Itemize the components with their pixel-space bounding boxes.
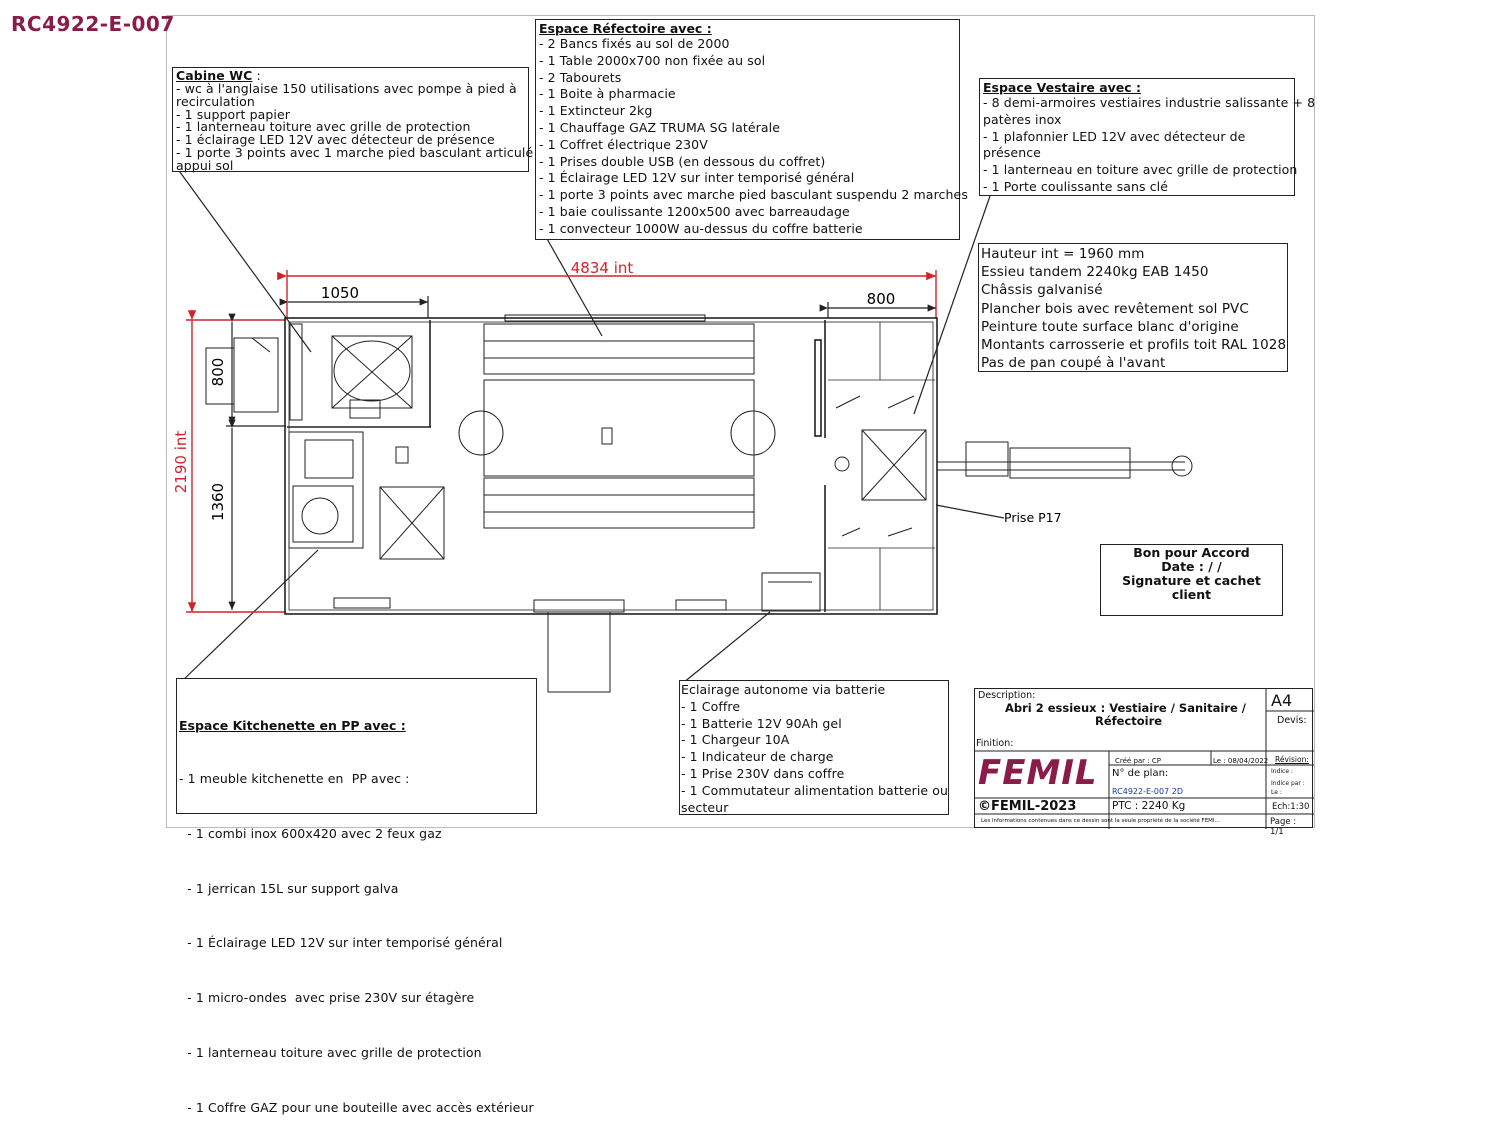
refectoire-spec-item: - 1 Coffret électrique 230V [539,136,708,152]
eclairage-spec-item: Eclairage autonome via batterie [681,682,886,697]
le-label: Le : [1271,789,1282,796]
refectoire-spec-item: - 1 Prises double USB (en dessous du coffret) [539,153,826,169]
revision-label: Révision: [1275,755,1309,764]
refectoire-spec-item: - 1 convecteur 1000W au-dessus du coffre batterie [539,220,863,236]
kitchenette-spec-item: - 1 meuble kitchenette en PP avec : [179,771,410,786]
dimension-wc-width: 800 [209,357,227,387]
wc-spec-title-suffix: : [252,68,261,83]
kitchenette-spec-item: - 1 Coffre GAZ pour une bouteille avec accès extérieur [179,1099,534,1115]
wc-spec-item: - 1 support papier [176,106,291,122]
general-spec-item: Plancher bois avec revêtement sol PVC [981,300,1249,317]
general-spec-item: Pas de pan coupé à l'avant [981,355,1166,372]
dimension-kitchen-width: 1360 [209,482,227,522]
approval-title: Bon pour Accord [1133,545,1250,560]
vestiaire-spec-item: - 8 demi-armoires vestiaires industrie salissante + 8 [983,95,1316,110]
eclairage-spec-item: - 1 Commutateur alimentation batterie ou [681,782,949,798]
disclaimer: Les informations contenues dans ce dessin sont la seule propriété de la société FEMI... [981,818,1220,824]
format-label: A4 [1271,691,1293,710]
wc-spec-item: - 1 porte 3 points avec 1 marche pied basculant articulé [176,144,534,160]
ptc-value: PTC : 2240 Kg [1112,800,1186,812]
refectoire-spec-item: - 1 baie coulissante 1200x500 avec barreaudage [539,203,850,219]
vestiaire-spec-item: - 1 lanterneau en toiture avec grille de protection [983,162,1298,178]
wc-fixtures [206,324,412,420]
kitchenette-spec-item: - 1 micro-ondes avec prise 230V sur étagère [179,990,475,1006]
page-number: Page : 1/1 [1270,817,1297,837]
dimension-length-int: 4834 int [570,259,634,277]
kitchenette-spec-item: - 1 Éclairage LED 12V sur inter temporisé général [179,935,503,951]
devis-label: Devis: [1277,715,1307,726]
eclairage-spec-item: - 1 Coffre [681,698,741,714]
document-reference: RC4922-E-007 [11,12,175,36]
refectoire-spec-item: - 2 Bancs fixés au sol de 2000 [539,36,730,51]
approval-date: Date : / / [1161,559,1222,574]
eclairage-spec-item: - 1 Chargeur 10A [681,732,790,748]
kitchenette-spec-item: - 1 jerrican 15L sur support galva [179,880,399,896]
created-by: Créé par : CP [1115,757,1161,765]
eclairage-spec-item: - 1 Indicateur de charge [681,749,834,765]
title-block [974,688,1313,837]
general-spec-item: Hauteur int = 1960 mm [981,246,1145,262]
kitchenette-spec-item: - 1 lanterneau toiture avec grille de protection [179,1044,482,1060]
description-line1: Abri 2 essieux : Vestiaire / Sanitaire / [1005,701,1246,715]
dimension-wc-length: 1050 [320,284,360,302]
eclairage-spec-item: - 1 Batterie 12V 90Ah gel [681,715,842,731]
general-spec-item: Peinture toute surface blanc d'origine [981,318,1239,335]
eclairage-spec-box [679,680,949,815]
refectoire-spec-item: - 1 Éclairage LED 12V sur inter temporisé général [539,170,855,186]
indice-label: Indice : [1271,768,1293,775]
scale-value: Ech:1:30 [1272,802,1310,812]
wc-spec-item: appui sol [176,157,234,173]
refectoire-spec-title: Espace Réfectoire avec : [539,21,712,36]
refectoire-spec-item: - 1 Extincteur 2kg [539,103,653,119]
plan-number: RC4922-E-007 2D [1112,787,1183,796]
general-spec-item: Châssis galvanisé [981,282,1103,299]
vestiaire-spec-item: patères inox [983,111,1062,127]
refectoire-spec-item: - 1 porte 3 points avec marche pied basculant suspendu 2 marches [539,187,968,203]
description-label: Description: [978,690,1036,701]
description-line2: Réfectoire [1095,714,1163,728]
copyright: ©FEMIL-2023 [978,799,1077,814]
dimension-width-int: 2190 int [172,430,190,494]
refectoire-spec-item: - 1 Table 2000x700 non fixée au sol [539,52,766,68]
vestiaire-spec-box [979,78,1316,196]
wc-spec-item: recirculation [176,93,255,109]
general-specs-box [978,243,1288,372]
wc-spec-item: - 1 lanterneau toiture avec grille de protection [176,119,471,135]
general-spec-item: Montants carrosserie et profils toit RAL 1028 [981,337,1287,354]
wc-spec-item: - 1 éclairage LED 12V avec détecteur de présence [176,132,495,148]
prise-p17-label: Prise P17 [1004,510,1062,525]
refectoire-spec-item: - 2 Tabourets [539,69,622,85]
finition-label: Finition: [976,738,1014,749]
refectoire-spec-box [535,19,968,240]
general-spec-item: Essieu tandem 2240kg EAB 1450 [981,264,1209,281]
wc-spec-item: - wc à l'anglaise 150 utilisations avec pompe à pied à [176,81,517,96]
wc-spec-title: Cabine WC [176,68,253,83]
eclairage-spec-item: secteur [681,799,729,815]
refectoire-spec-item: - 1 Chauffage GAZ TRUMA SG latérale [539,119,781,135]
plan-label: N° de plan: [1112,768,1169,779]
drawbar [937,442,1192,478]
approval-box [1100,544,1283,616]
wc-spec-box [172,67,534,173]
vestiaire-fixtures [762,396,926,611]
kitchenette-spec-title: Espace Kitchenette en PP avec : [179,718,406,733]
indice-par-label: Indice par : [1271,780,1305,787]
femil-logo: FEMIL [978,753,1098,793]
kitchenette-fixtures [289,432,444,559]
refectoire-spec-item: - 1 Boite à pharmacie [539,86,676,102]
vestiaire-spec-item: - 1 Porte coulissante sans clé [983,178,1169,194]
approval-signature: Signature et cachet client [1122,573,1261,602]
eclairage-spec-item: - 1 Prise 230V dans coffre [681,765,845,781]
kitchenette-spec-box [176,678,537,1115]
dimension-vestiaire-length: 800 [866,290,896,308]
vestiaire-spec-item: - 1 plafonnier LED 12V avec détecteur de [983,128,1246,144]
kitchenette-spec-item: - 1 combi inox 600x420 avec 2 feux gaz [179,825,442,841]
created-date: Le : 08/04/2022 [1213,757,1269,765]
vestiaire-spec-title: Espace Vestaire avec : [983,80,1142,95]
vestiaire-spec-item: présence [983,145,1041,161]
refectoire-fixtures [334,315,775,692]
